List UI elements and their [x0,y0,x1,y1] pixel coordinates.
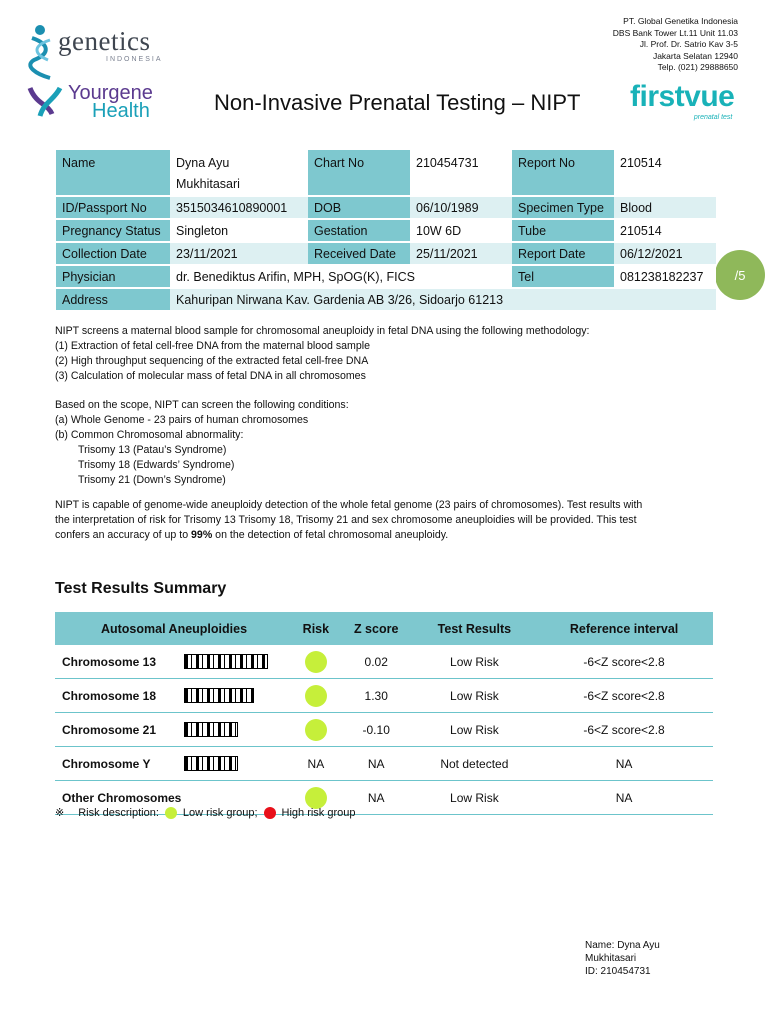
header-reference: Reference interval [535,612,713,645]
legend-mark: ※ [55,807,65,819]
results-table [55,612,713,815]
yourgene-mark-icon [26,84,66,120]
firstvue-logo [630,80,735,121]
page-marker: /5 [715,250,765,300]
z-score: 0.02 [339,645,414,679]
chromosome-name: Chromosome 21 [55,713,183,747]
label-report-no: Report No [512,150,614,195]
chromosome-ideogram-icon [184,756,238,771]
label-address: Address [56,289,170,310]
low-risk-dot [305,719,327,741]
chromosome-name: Chromosome Y [55,747,183,781]
company-address [613,16,738,74]
ideogram-cell [183,645,293,679]
patient-row [56,243,716,264]
value-report-date: 06/12/2021 [614,243,716,264]
value-pregnancy: Singleton [170,220,308,241]
value-name-text: Dyna Ayu Mukhitasari [176,156,240,191]
header-risk: Risk [293,612,339,645]
ideogram-cell [183,679,293,713]
risk-cell [293,713,339,747]
logo-yourgene-line1: Yourgene [68,82,153,104]
reference-interval: -6<Z score<2.8 [535,713,713,747]
value-chart-no: 210454731 [410,150,512,195]
text-line: (b) Common Chromosomal abnormality: [55,429,244,441]
scope-paragraph [55,398,349,488]
company-line: PT. Global Genetika Indonesia [623,16,738,26]
company-line: Telp. (021) 29888650 [657,62,738,72]
result-row [55,679,713,713]
low-risk-dot [165,807,177,819]
test-result: Low Risk [414,679,535,713]
text-line: (1) Extraction of fetal cell-free DNA from the maternal blood sample [55,340,371,352]
ideogram-cell [183,713,293,747]
value-address: Kahuripan Nirwana Kav. Gardenia AB 3/26, Sidoarjo 61213 [170,289,716,310]
text-line: (3) Calculation of molecular mass of fetal DNA in all chromosomes [55,370,366,382]
risk-cell [293,645,339,679]
risk-cell [293,679,339,713]
value-tube: 210514 [614,220,716,241]
label-gestation: Gestation [308,220,410,241]
legend-label: Risk description: [78,806,159,819]
footer-id-line: ID: 210454731 [585,966,651,977]
risk-cell: NA [293,747,339,781]
legend-low: Low risk group; [182,806,258,819]
label-name: Name [56,150,170,195]
footer-patient-id [585,939,660,978]
label-chart-no: Chart No [308,150,410,195]
header-aneuploidies: Autosomal Aneuploidies [55,612,293,645]
legend-high: High risk group [281,806,356,819]
yourgene-logo [26,82,166,122]
chromosome-name: Other Chromosomes [55,781,183,815]
genetics-logo [26,24,166,80]
methodology-paragraph [55,324,589,384]
value-specimen: Blood [614,197,716,218]
label-tel: Tel [512,266,614,287]
label-tube: Tube [512,220,614,241]
low-risk-dot [305,651,327,673]
label-pregnancy: Pregnancy Status [56,220,170,241]
reference-interval: NA [535,747,713,781]
label-report-date: Report Date [512,243,614,264]
label-physician: Physician [56,266,170,287]
result-row [55,747,713,781]
patient-row [56,197,716,218]
text-line: Based on the scope, NIPT can screen the following conditions: [55,399,349,411]
low-risk-dot [305,685,327,707]
z-score: -0.10 [339,713,414,747]
value-report-no: 210514 [614,150,716,195]
text-line: Trisomy 13 (Patau’s Syndrome) [78,444,227,456]
document-title: Non-Invasive Prenatal Testing – NIPT [214,90,581,115]
value-name [170,150,308,195]
capability-paragraph [55,498,642,543]
risk-legend [55,806,356,819]
test-result: Low Risk [414,781,535,815]
logo-genetics-word: genetics [58,26,151,56]
text-line: the interpretation of risk for Trisomy 13 Trisomy 18, Trisomy 21 and sex chromosome aneuploidies will be provided. This test [55,514,637,526]
firstvue-sub: prenatal test [693,114,733,121]
z-score: NA [339,781,414,815]
patient-row [56,220,716,241]
reference-interval: NA [535,781,713,815]
reference-interval: -6<Z score<2.8 [535,645,713,679]
company-line: DBS Bank Tower Lt.11 Unit 11.03 [612,27,738,38]
text-span: confers an accuracy of up to [55,529,192,541]
patient-row [56,289,716,310]
value-collection: 23/11/2021 [170,243,308,264]
header-zscore: Z score [339,612,414,645]
text-line: NIPT screens a maternal blood sample for chromosomal aneuploidy in fetal DNA using the following methodology: [55,325,590,337]
value-physician: dr. Benediktus Arifin, MPH, SpOG(K), FICS [170,266,512,287]
header-test-results: Test Results [414,612,535,645]
chromosome-name: Chromosome 13 [55,645,183,679]
label-collection: Collection Date [56,243,170,264]
text-line: NIPT is capable of genome-wide aneuploidy detection of the whole fetal genome (23 pairs of chromosomes). Test results with [55,499,643,511]
ideogram-cell [183,747,293,781]
results-body [55,645,713,815]
label-id: ID/Passport No [56,197,170,218]
chromosome-ideogram-icon [184,654,268,669]
chromosome-name: Chromosome 18 [55,679,183,713]
value-received: 25/11/2021 [410,243,512,264]
value-id: 3515034610890001 [170,197,308,218]
label-dob: DOB [308,197,410,218]
z-score: NA [339,747,414,781]
results-section-title: Test Results Summary [55,580,227,597]
result-row [55,713,713,747]
company-line: Jl. Prof. Dr. Satrio Kav 3-5 [639,39,738,49]
footer-name-line: Mukhitasari [585,953,637,964]
firstvue-word: firstvue [630,80,735,113]
results-header-row [55,612,713,645]
test-result: Low Risk [414,645,535,679]
test-result: Low Risk [414,713,535,747]
value-gestation: 10W 6D [410,220,512,241]
value-dob: 06/10/1989 [410,197,512,218]
logo-genetics-sub: INDONESIA [106,56,163,63]
text-line [55,528,642,543]
z-score: 1.30 [339,679,414,713]
text-line: Trisomy 21 (Down’s Syndrome) [78,474,226,486]
dna-helix-icon [26,24,60,80]
company-line: Jakarta Selatan 12940 [652,50,738,61]
text-line: (a) Whole Genome - 23 pairs of human chromosomes [55,414,309,426]
patient-info-table [56,148,716,312]
logo-yourgene-line2: Health [92,100,150,122]
chromosome-ideogram-icon [184,722,238,737]
reference-interval: -6<Z score<2.8 [535,679,713,713]
accuracy-value: 99% [191,529,213,541]
value-tel: 081238182237 [614,266,716,287]
patient-row [56,266,716,287]
label-specimen: Specimen Type [512,197,614,218]
text-span: on the detection of fetal chromosomal aneuploidy. [212,529,449,541]
test-result: Not detected [414,747,535,781]
patient-row [56,150,716,195]
result-row [55,645,713,679]
chromosome-ideogram-icon [184,688,254,703]
text-line: Trisomy 18 (Edwards’ Syndrome) [78,459,235,471]
label-received: Received Date [308,243,410,264]
footer-name-line: Name: Dyna Ayu [585,940,660,951]
text-line: (2) High throughput sequencing of the extracted fetal cell-free DNA [55,355,369,367]
high-risk-dot [264,807,276,819]
